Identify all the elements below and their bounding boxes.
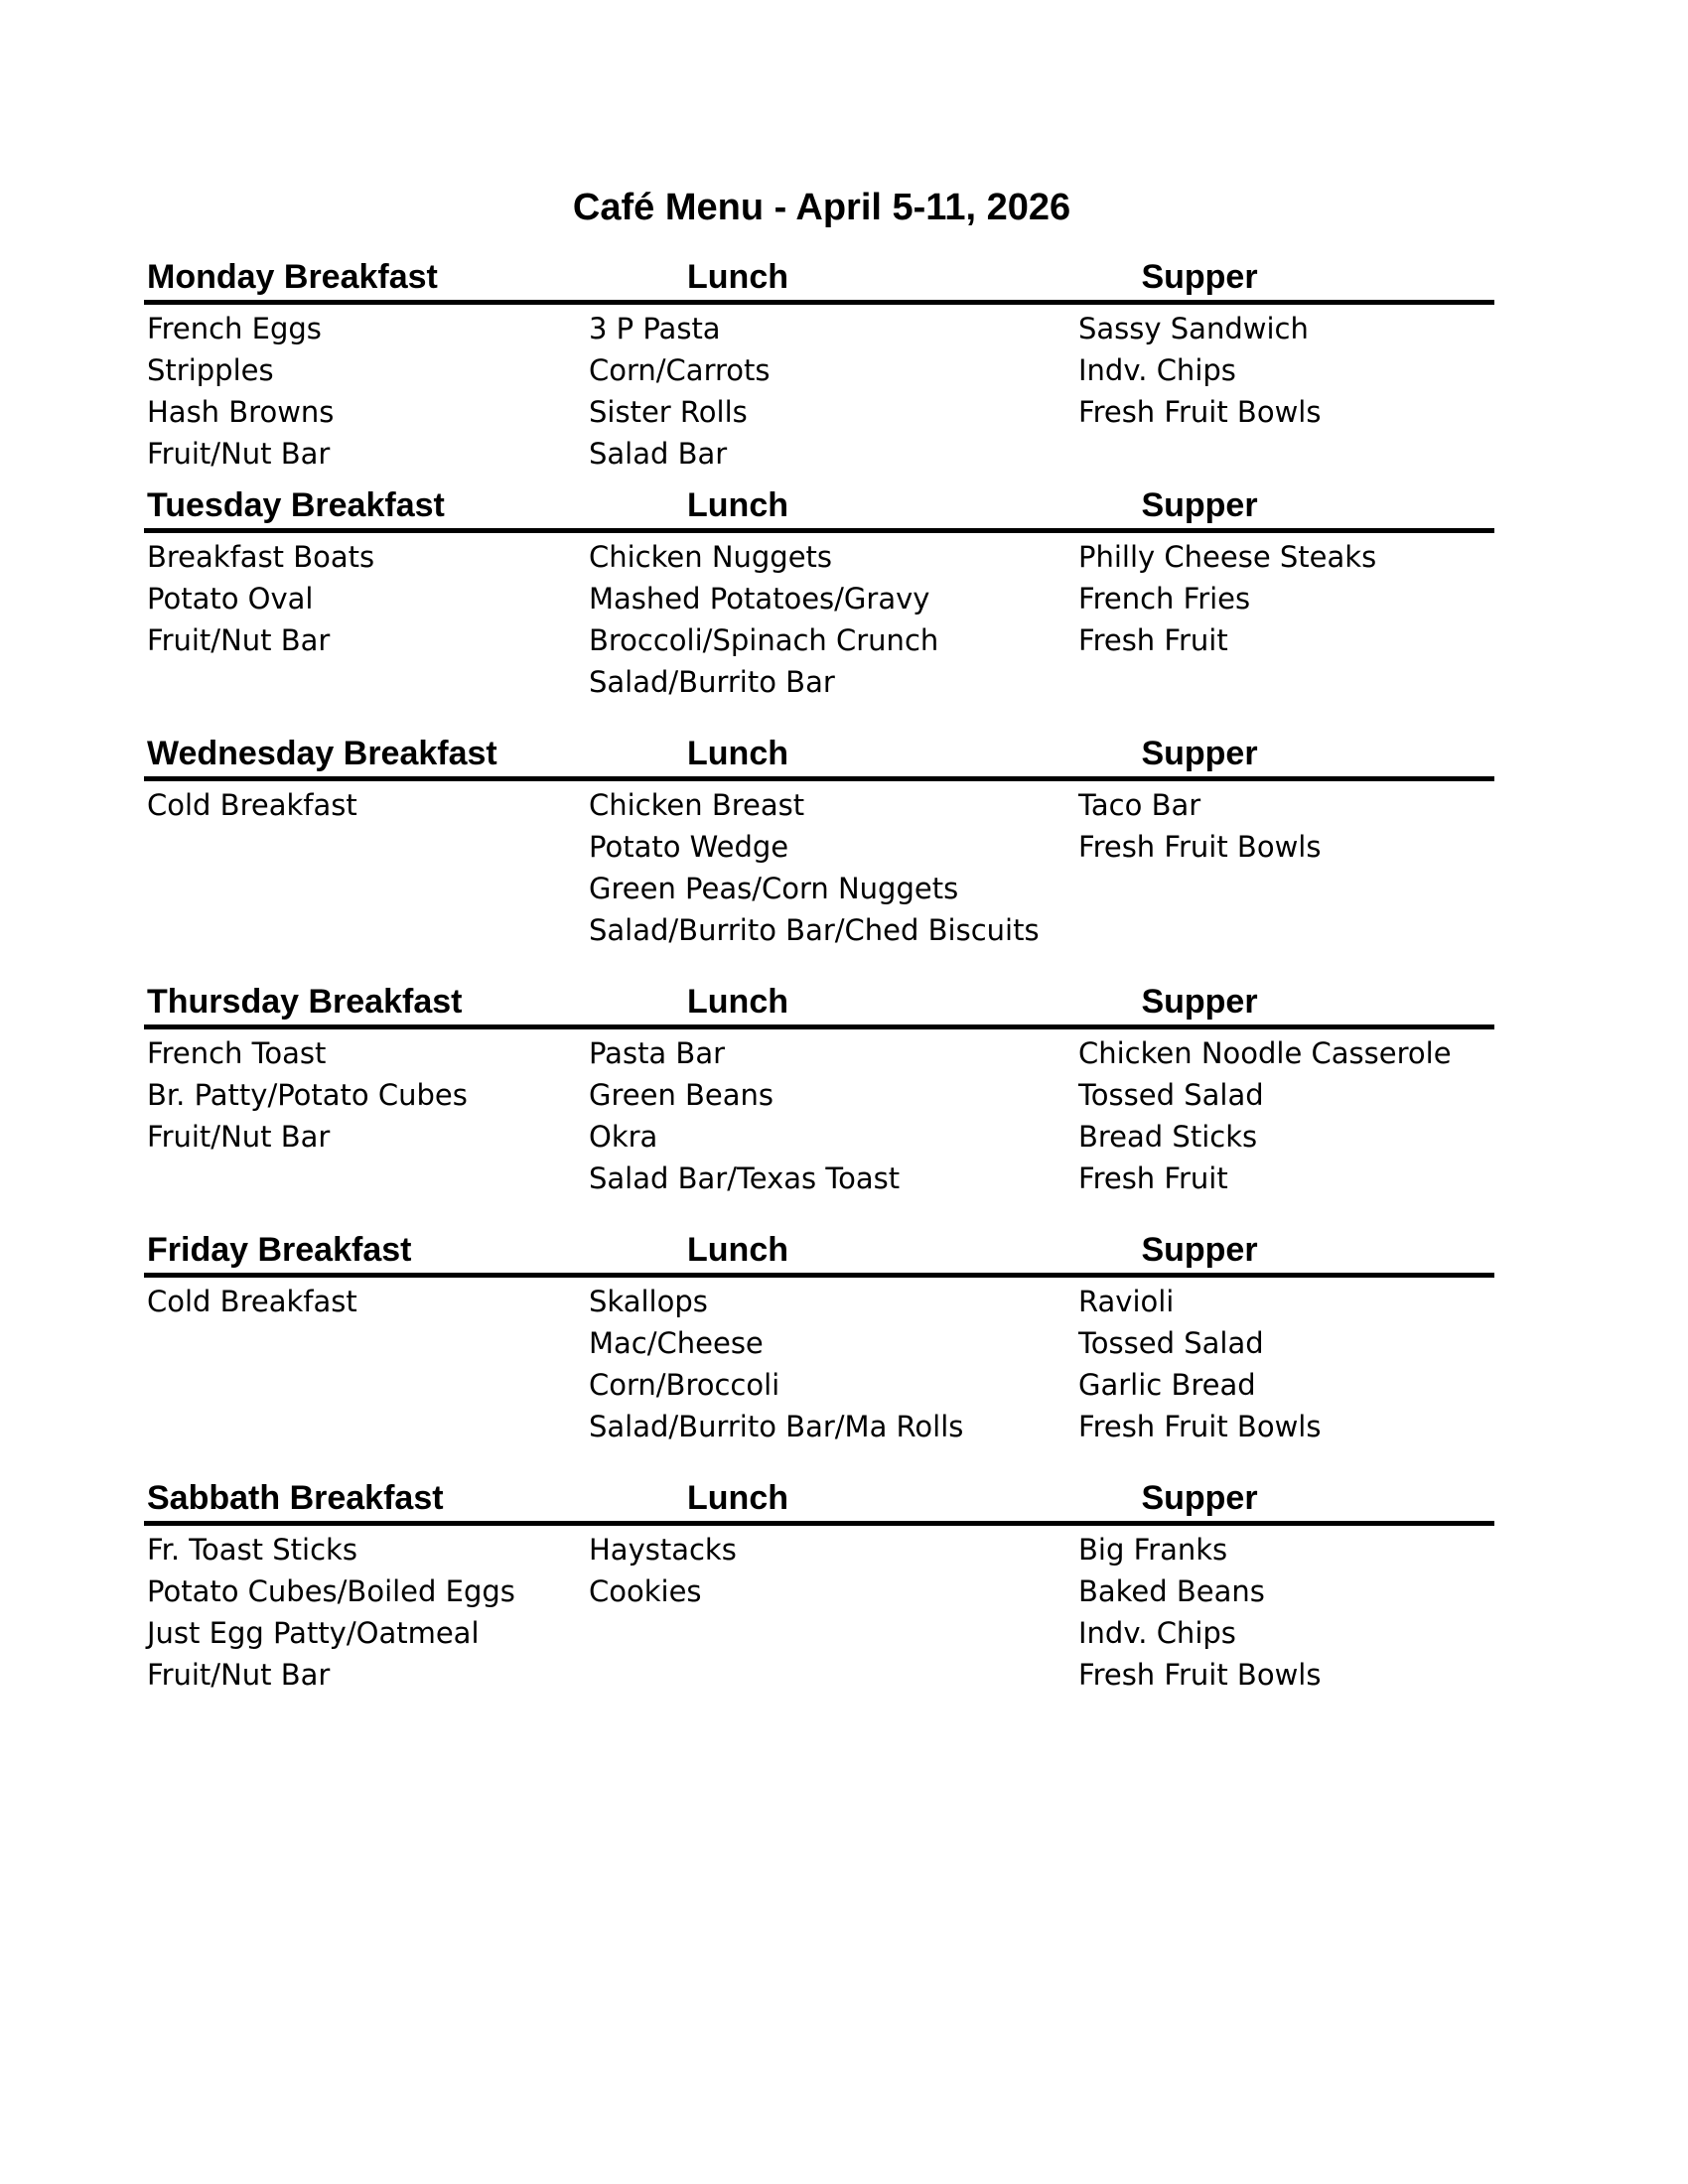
lunch-heading: Lunch	[687, 983, 788, 1021]
lunch-column	[589, 1529, 737, 1612]
breakfast-heading: Tuesday Breakfast	[147, 486, 445, 524]
menu-item: Salad/Burrito Bar	[589, 665, 835, 699]
menu-item: Fruit/Nut Bar	[147, 1120, 331, 1154]
supper-column	[1078, 1032, 1452, 1199]
menu-item: French Eggs	[147, 312, 322, 345]
menu-table	[144, 254, 1494, 1704]
menu-item: Fruit/Nut Bar	[147, 1658, 331, 1692]
lunch-column	[589, 1281, 963, 1447]
menu-item: Potato Wedge	[589, 830, 789, 864]
menu-item: Corn/Broccoli	[589, 1368, 780, 1402]
menu-item: Chicken Breast	[589, 788, 805, 822]
day-header	[144, 1475, 1494, 1526]
day-header	[144, 731, 1494, 781]
lunch-heading: Lunch	[687, 1231, 788, 1269]
supper-heading: Supper	[1141, 486, 1258, 524]
menu-item: Haystacks	[589, 1533, 737, 1567]
day-section-wednesday	[144, 731, 1494, 979]
breakfast-heading: Friday Breakfast	[147, 1231, 412, 1269]
menu-item: Potato Cubes/Boiled Eggs	[147, 1574, 515, 1608]
breakfast-column	[147, 536, 374, 661]
menu-item: Skallops	[589, 1285, 708, 1318]
lunch-column	[589, 1032, 900, 1199]
day-items	[144, 1278, 1494, 1475]
menu-item: Salad Bar/Texas Toast	[589, 1161, 901, 1195]
menu-item: Fresh Fruit Bowls	[1078, 1410, 1322, 1443]
menu-item: Baked Beans	[1078, 1574, 1265, 1608]
menu-item: Chicken Noodle Casserole	[1078, 1036, 1452, 1070]
menu-item: Bread Sticks	[1078, 1120, 1258, 1154]
breakfast-column	[147, 308, 334, 475]
menu-item: Indv. Chips	[1078, 353, 1236, 387]
day-section-sabbath	[144, 1475, 1494, 1704]
menu-item: Cookies	[589, 1574, 702, 1608]
page-title: Café Menu - April 5-11, 2026	[572, 187, 1071, 228]
menu-item: Broccoli/Spinach Crunch	[589, 623, 939, 657]
menu-item: Just Egg Patty/Oatmeal	[147, 1616, 480, 1650]
menu-item: Salad/Burrito Bar/Ma Rolls	[589, 1410, 964, 1443]
menu-item: Salad Bar	[589, 437, 728, 471]
menu-item: Ravioli	[1078, 1285, 1175, 1318]
day-section-tuesday	[144, 482, 1494, 731]
lunch-heading: Lunch	[687, 486, 788, 524]
breakfast-heading: Monday Breakfast	[147, 258, 438, 296]
menu-item: Big Franks	[1078, 1533, 1228, 1567]
menu-item: Mac/Cheese	[589, 1326, 764, 1360]
menu-item: Breakfast Boats	[147, 540, 375, 574]
menu-item: Fresh Fruit	[1078, 1161, 1228, 1195]
menu-item: Philly Cheese Steaks	[1078, 540, 1377, 574]
menu-item: Stripples	[147, 353, 274, 387]
menu-item: Chicken Nuggets	[589, 540, 833, 574]
breakfast-column	[147, 1281, 357, 1322]
lunch-column	[589, 784, 1040, 951]
breakfast-column	[147, 784, 357, 826]
menu-item: Cold Breakfast	[147, 1285, 357, 1318]
menu-item: Taco Bar	[1078, 788, 1201, 822]
menu-item: Salad/Burrito Bar/Ched Biscuits	[589, 913, 1040, 947]
menu-item: Corn/Carrots	[589, 353, 771, 387]
day-items	[144, 781, 1494, 979]
day-items	[144, 305, 1494, 482]
menu-item: French Fries	[1078, 582, 1251, 615]
breakfast-heading: Sabbath Breakfast	[147, 1479, 444, 1517]
menu-item: French Toast	[147, 1036, 327, 1070]
supper-column	[1078, 784, 1321, 868]
menu-item: Green Beans	[589, 1078, 774, 1112]
day-section-monday	[144, 254, 1494, 482]
breakfast-column	[147, 1529, 515, 1696]
breakfast-heading: Thursday Breakfast	[147, 983, 463, 1021]
lunch-heading: Lunch	[687, 1479, 788, 1517]
lunch-column	[589, 536, 938, 703]
menu-item: Cold Breakfast	[147, 788, 357, 822]
day-header	[144, 254, 1494, 305]
menu-item: Fresh Fruit Bowls	[1078, 1658, 1322, 1692]
supper-column	[1078, 308, 1321, 433]
menu-item: Fresh Fruit Bowls	[1078, 830, 1322, 864]
menu-item: Indv. Chips	[1078, 1616, 1236, 1650]
menu-item: Sassy Sandwich	[1078, 312, 1309, 345]
supper-heading: Supper	[1141, 1231, 1258, 1269]
menu-item: Fresh Fruit	[1078, 623, 1228, 657]
supper-column	[1078, 1529, 1321, 1696]
breakfast-heading: Wednesday Breakfast	[147, 735, 497, 772]
menu-item: Okra	[589, 1120, 658, 1154]
menu-item: Br. Patty/Potato Cubes	[147, 1078, 468, 1112]
menu-item: Tossed Salad	[1078, 1326, 1264, 1360]
day-section-friday	[144, 1227, 1494, 1475]
breakfast-column	[147, 1032, 468, 1158]
day-items	[144, 1526, 1494, 1704]
lunch-heading: Lunch	[687, 735, 788, 772]
lunch-heading: Lunch	[687, 258, 788, 296]
day-header	[144, 1227, 1494, 1278]
menu-item: 3 P Pasta	[589, 312, 721, 345]
menu-item: Pasta Bar	[589, 1036, 726, 1070]
day-header	[144, 979, 1494, 1029]
supper-heading: Supper	[1141, 258, 1258, 296]
menu-item: Fruit/Nut Bar	[147, 437, 331, 471]
menu-item: Green Peas/Corn Nuggets	[589, 872, 959, 905]
supper-column	[1078, 536, 1376, 661]
supper-column	[1078, 1281, 1321, 1447]
supper-heading: Supper	[1141, 983, 1258, 1021]
day-items	[144, 1029, 1494, 1227]
day-items	[144, 533, 1494, 731]
menu-item: Garlic Bread	[1078, 1368, 1256, 1402]
day-header	[144, 482, 1494, 533]
supper-heading: Supper	[1141, 1479, 1258, 1517]
menu-item: Sister Rolls	[589, 395, 748, 429]
menu-item: Fresh Fruit Bowls	[1078, 395, 1322, 429]
menu-item: Fr. Toast Sticks	[147, 1533, 357, 1567]
menu-item: Potato Oval	[147, 582, 314, 615]
menu-item: Tossed Salad	[1078, 1078, 1264, 1112]
day-section-thursday	[144, 979, 1494, 1227]
lunch-column	[589, 308, 771, 475]
menu-item: Hash Browns	[147, 395, 335, 429]
menu-item: Mashed Potatoes/Gravy	[589, 582, 930, 615]
supper-heading: Supper	[1141, 735, 1258, 772]
menu-item: Fruit/Nut Bar	[147, 623, 331, 657]
